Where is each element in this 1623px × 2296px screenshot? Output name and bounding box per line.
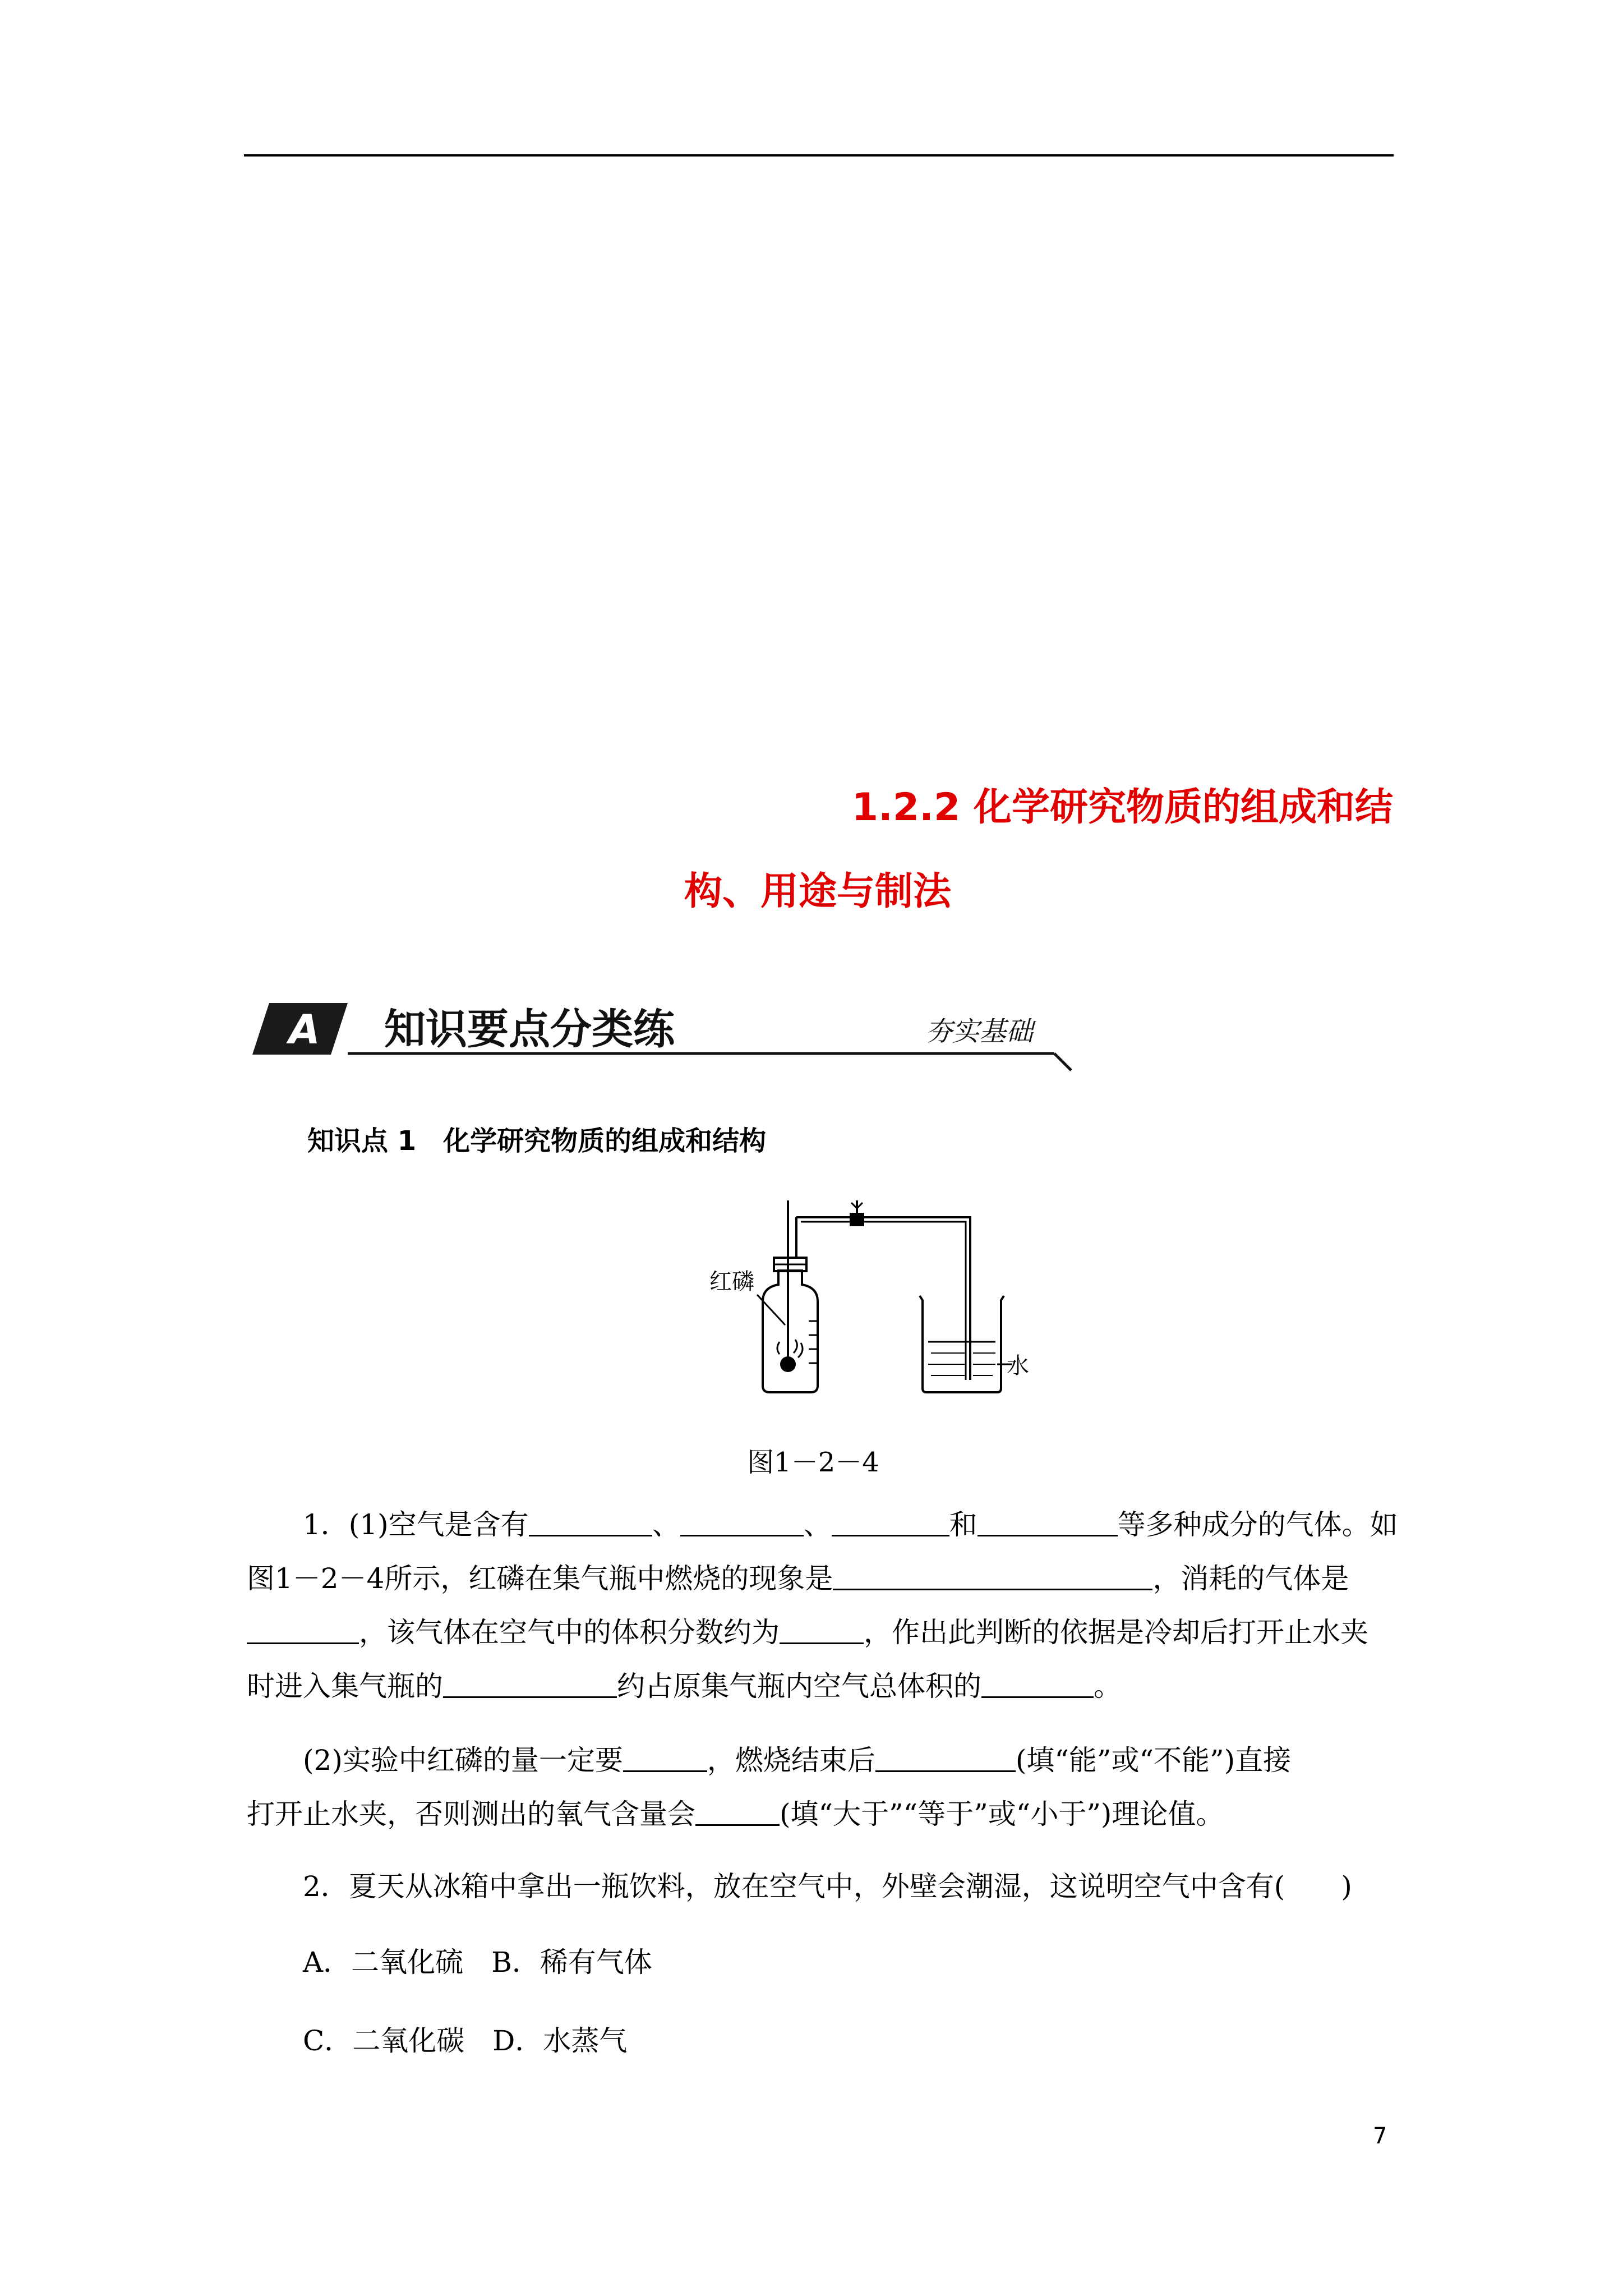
answer-blank[interactable]: [623, 1742, 707, 1772]
banner-label: 知识要点分类练: [384, 1005, 675, 1053]
header-rule: [244, 154, 1394, 157]
banner-tagline: 夯实基础: [925, 1016, 1034, 1047]
question-1-part-1: [247, 1498, 1402, 1713]
answer-blank[interactable]: [680, 1507, 804, 1536]
q1-part2-line-1: (2)实验中红磷的量一定要 ，燃烧结束后 (填“能”或“不能”)直接: [247, 1733, 1402, 1787]
label-water: 水: [1007, 1353, 1029, 1379]
q2-options-row-1: [247, 1935, 1402, 1989]
answer-blank[interactable]: [780, 1614, 864, 1644]
answer-blank[interactable]: [695, 1796, 780, 1826]
apparatus-figure: [690, 1195, 1029, 1402]
q2-stem: 2．夏天从冰箱中拿出一瓶饮料，放在空气中，外壁会潮湿，这说明空气中含有( ): [303, 1870, 1352, 1903]
label-red-phosphorus: 红磷: [709, 1269, 754, 1295]
answer-blank[interactable]: [247, 1614, 359, 1644]
section-title-line2: 构、用途与制法: [684, 869, 952, 914]
answer-blank[interactable]: [978, 1507, 1118, 1536]
section-banner: [258, 993, 1071, 1071]
q1-line-3: ，该气体在空气中的体积分数约为 ，作出此判断的依据是冷却后打开止水夹: [247, 1605, 1402, 1659]
beaker: [920, 1296, 1004, 1392]
q2-options-row-2: [247, 2014, 1402, 2068]
q1-line-2: 图1－2－4所示，红磷在集气瓶中燃烧的现象是 ，消耗的气体是: [247, 1552, 1402, 1605]
answer-blank[interactable]: [981, 1668, 1094, 1698]
red-phosphorus: [780, 1356, 796, 1372]
q2-options-text-1: A．二氧化硫 B．稀有气体: [303, 1946, 652, 1978]
water-clamp: [850, 1213, 864, 1226]
knowledge-point-heading: 知识点 1 化学研究物质的组成和结构: [307, 1125, 767, 1157]
answer-blank[interactable]: [832, 1507, 949, 1536]
page-number: 7: [1373, 2123, 1387, 2149]
question-2: [247, 1860, 1402, 1913]
q1-line-1: 1．(1)空气是含有 、 、 和 等多种成分的气体。如: [247, 1498, 1402, 1552]
q1-part2-line-2: 打开止水夹，否则测出的氧气含量会 (填“大于”“等于”或“小于”)理论值。: [247, 1787, 1402, 1841]
answer-blank[interactable]: [833, 1561, 1152, 1590]
banner-badge-letter: A: [289, 1006, 320, 1053]
answer-blank[interactable]: [443, 1668, 617, 1698]
banner-underline-tail: [1054, 1053, 1071, 1070]
question-1-part-2: [247, 1733, 1402, 1841]
section-title-line1: 1.2.2 化学研究物质的组成和结: [851, 785, 1393, 830]
delivery-tube: [796, 1217, 970, 1380]
collecting-bottle: [763, 1271, 818, 1392]
q1-line-4: 时进入集气瓶的 约占原集气瓶内空气总体积的 。: [247, 1659, 1402, 1713]
answer-blank[interactable]: [529, 1507, 652, 1536]
q2-options-text-2: C．二氧化碳 D．水蒸气: [303, 2024, 628, 2057]
figure-caption: 图1－2－4: [747, 1447, 879, 1478]
answer-blank[interactable]: [875, 1742, 1016, 1772]
